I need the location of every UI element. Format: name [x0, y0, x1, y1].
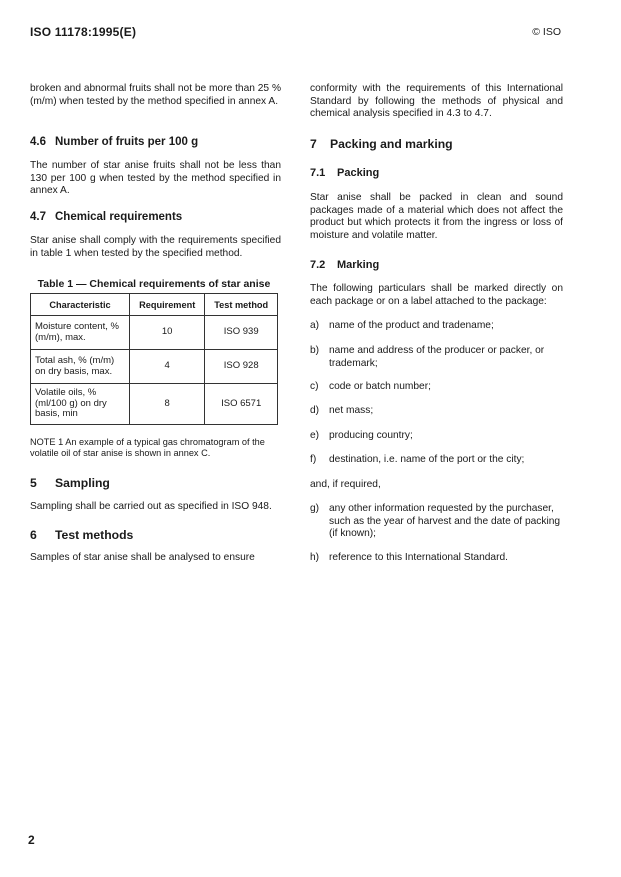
list-item: [310, 552, 563, 565]
table-cell: ISO 939: [205, 316, 278, 350]
if-required-text: and, if required,: [310, 479, 381, 490]
table-cell: ISO 928: [205, 350, 278, 384]
list-item-text: code or batch number;: [329, 381, 431, 392]
table-cell: 10: [130, 316, 205, 350]
section-number: 7.1: [310, 167, 326, 179]
column-header: Characteristic: [31, 294, 130, 316]
list-item: [310, 320, 563, 333]
table-cell: Volatile oils, % (ml/100 g) on dry basis, min: [31, 384, 130, 425]
table-row: [31, 316, 278, 350]
list-item: [310, 454, 563, 467]
list-item-label: h): [310, 552, 320, 563]
table-cell: ISO 6571: [205, 384, 278, 425]
section-number: 7.2: [310, 259, 326, 271]
section-7-2-heading: [310, 259, 563, 271]
section-7-2-body: The following particulars shall be marked directly on each package or on a label attached to the package:: [310, 283, 563, 307]
list-item-text: producing country;: [329, 430, 413, 441]
section-title: Packing and marking: [330, 137, 453, 151]
copyright-mark: © ISO: [532, 26, 561, 38]
list-item: [310, 345, 563, 370]
standard-identifier: ISO 11178:1995(E): [30, 25, 137, 39]
list-item-label: d): [310, 405, 320, 416]
section-7-1-body: Star anise shall be packed in clean and sound packages made of a material which does not affect the product but which protects it from the ingress or loss of moisture and volatile matter.: [310, 192, 563, 241]
list-item: [310, 381, 563, 394]
list-item-label: f): [310, 454, 317, 465]
column-header: Requirement: [130, 294, 205, 316]
section-4-6-body: The number of star anise fruits shall not be less than 130 per 100 g when tested by the method specified in annex A.: [30, 160, 281, 197]
section-title: Marking: [337, 259, 380, 271]
section-4-6-heading: [30, 136, 281, 148]
section-4-7-body: Star anise shall comply with the requirements specified in table 1 when tested by the specified method.: [30, 235, 281, 259]
section-number: 5: [30, 476, 37, 490]
list-item: [310, 430, 563, 443]
column-header: Test method: [205, 294, 278, 316]
page-number: 2: [28, 833, 35, 847]
continued-paragraph: conformity with the requirements of this International Standard by following the methods of physical and chemical analysis specified in 4.3 to 4.7.: [310, 83, 563, 120]
table-cell: 4: [130, 350, 205, 384]
section-title: Test methods: [55, 528, 134, 542]
section-number: 4.7: [30, 211, 46, 223]
list-item: [310, 503, 563, 541]
section-title: Chemical requirements: [55, 211, 183, 223]
section-5-heading: [30, 476, 281, 490]
table-note: NOTE 1 An example of a typical gas chromatogram of the volatile oil of star anise is shown in annex C.: [30, 437, 265, 459]
list-item-text: net mass;: [329, 405, 374, 416]
list-item-label: c): [310, 381, 319, 392]
section-4-7-heading: [30, 211, 281, 223]
list-item-text: destination, i.e. name of the port or the city;: [329, 454, 525, 465]
table-row: [31, 384, 278, 425]
table-cell: 8: [130, 384, 205, 425]
table-1-caption: Table 1 — Chemical requirements of star anise: [37, 278, 271, 290]
list-item-text: any other information requested by the purchaser, such as the year of harvest and the date of packing (if known);: [329, 503, 561, 540]
section-title: Number of fruits per 100 g: [55, 136, 199, 148]
table-cell: Moisture content, % (m/m), max.: [31, 316, 130, 350]
section-6-body: Samples of star anise shall be analysed to ensure: [30, 552, 255, 563]
list-item-text: name and address of the producer or packer, or trademark;: [329, 345, 545, 369]
list-item-label: a): [310, 320, 320, 331]
section-number: 6: [30, 528, 37, 542]
section-6-heading: [30, 528, 281, 542]
table-header-row: [31, 294, 278, 316]
section-7-1-heading: [310, 167, 563, 179]
list-item: [310, 405, 563, 418]
list-item-label: g): [310, 503, 320, 514]
table-row: [31, 350, 278, 384]
section-number: 7: [310, 137, 317, 151]
section-number: 4.6: [30, 136, 46, 148]
table-cell: Total ash, % (m/m) on dry basis, max.: [31, 350, 130, 384]
chemical-requirements-table: [30, 293, 278, 425]
section-title: Sampling: [55, 476, 110, 490]
list-item-label: b): [310, 345, 320, 356]
intro-paragraph: broken and abnormal fruits shall not be more than 25 % (m/m) when tested by the method specified in annex A.: [30, 83, 281, 107]
section-7-heading: [310, 137, 563, 151]
list-item-label: e): [310, 430, 320, 441]
list-item-text: reference to this International Standard.: [329, 552, 508, 563]
list-item-text: name of the product and tradename;: [329, 320, 494, 331]
section-5-body: Sampling shall be carried out as specified in ISO 948.: [30, 501, 272, 512]
section-title: Packing: [337, 167, 380, 179]
